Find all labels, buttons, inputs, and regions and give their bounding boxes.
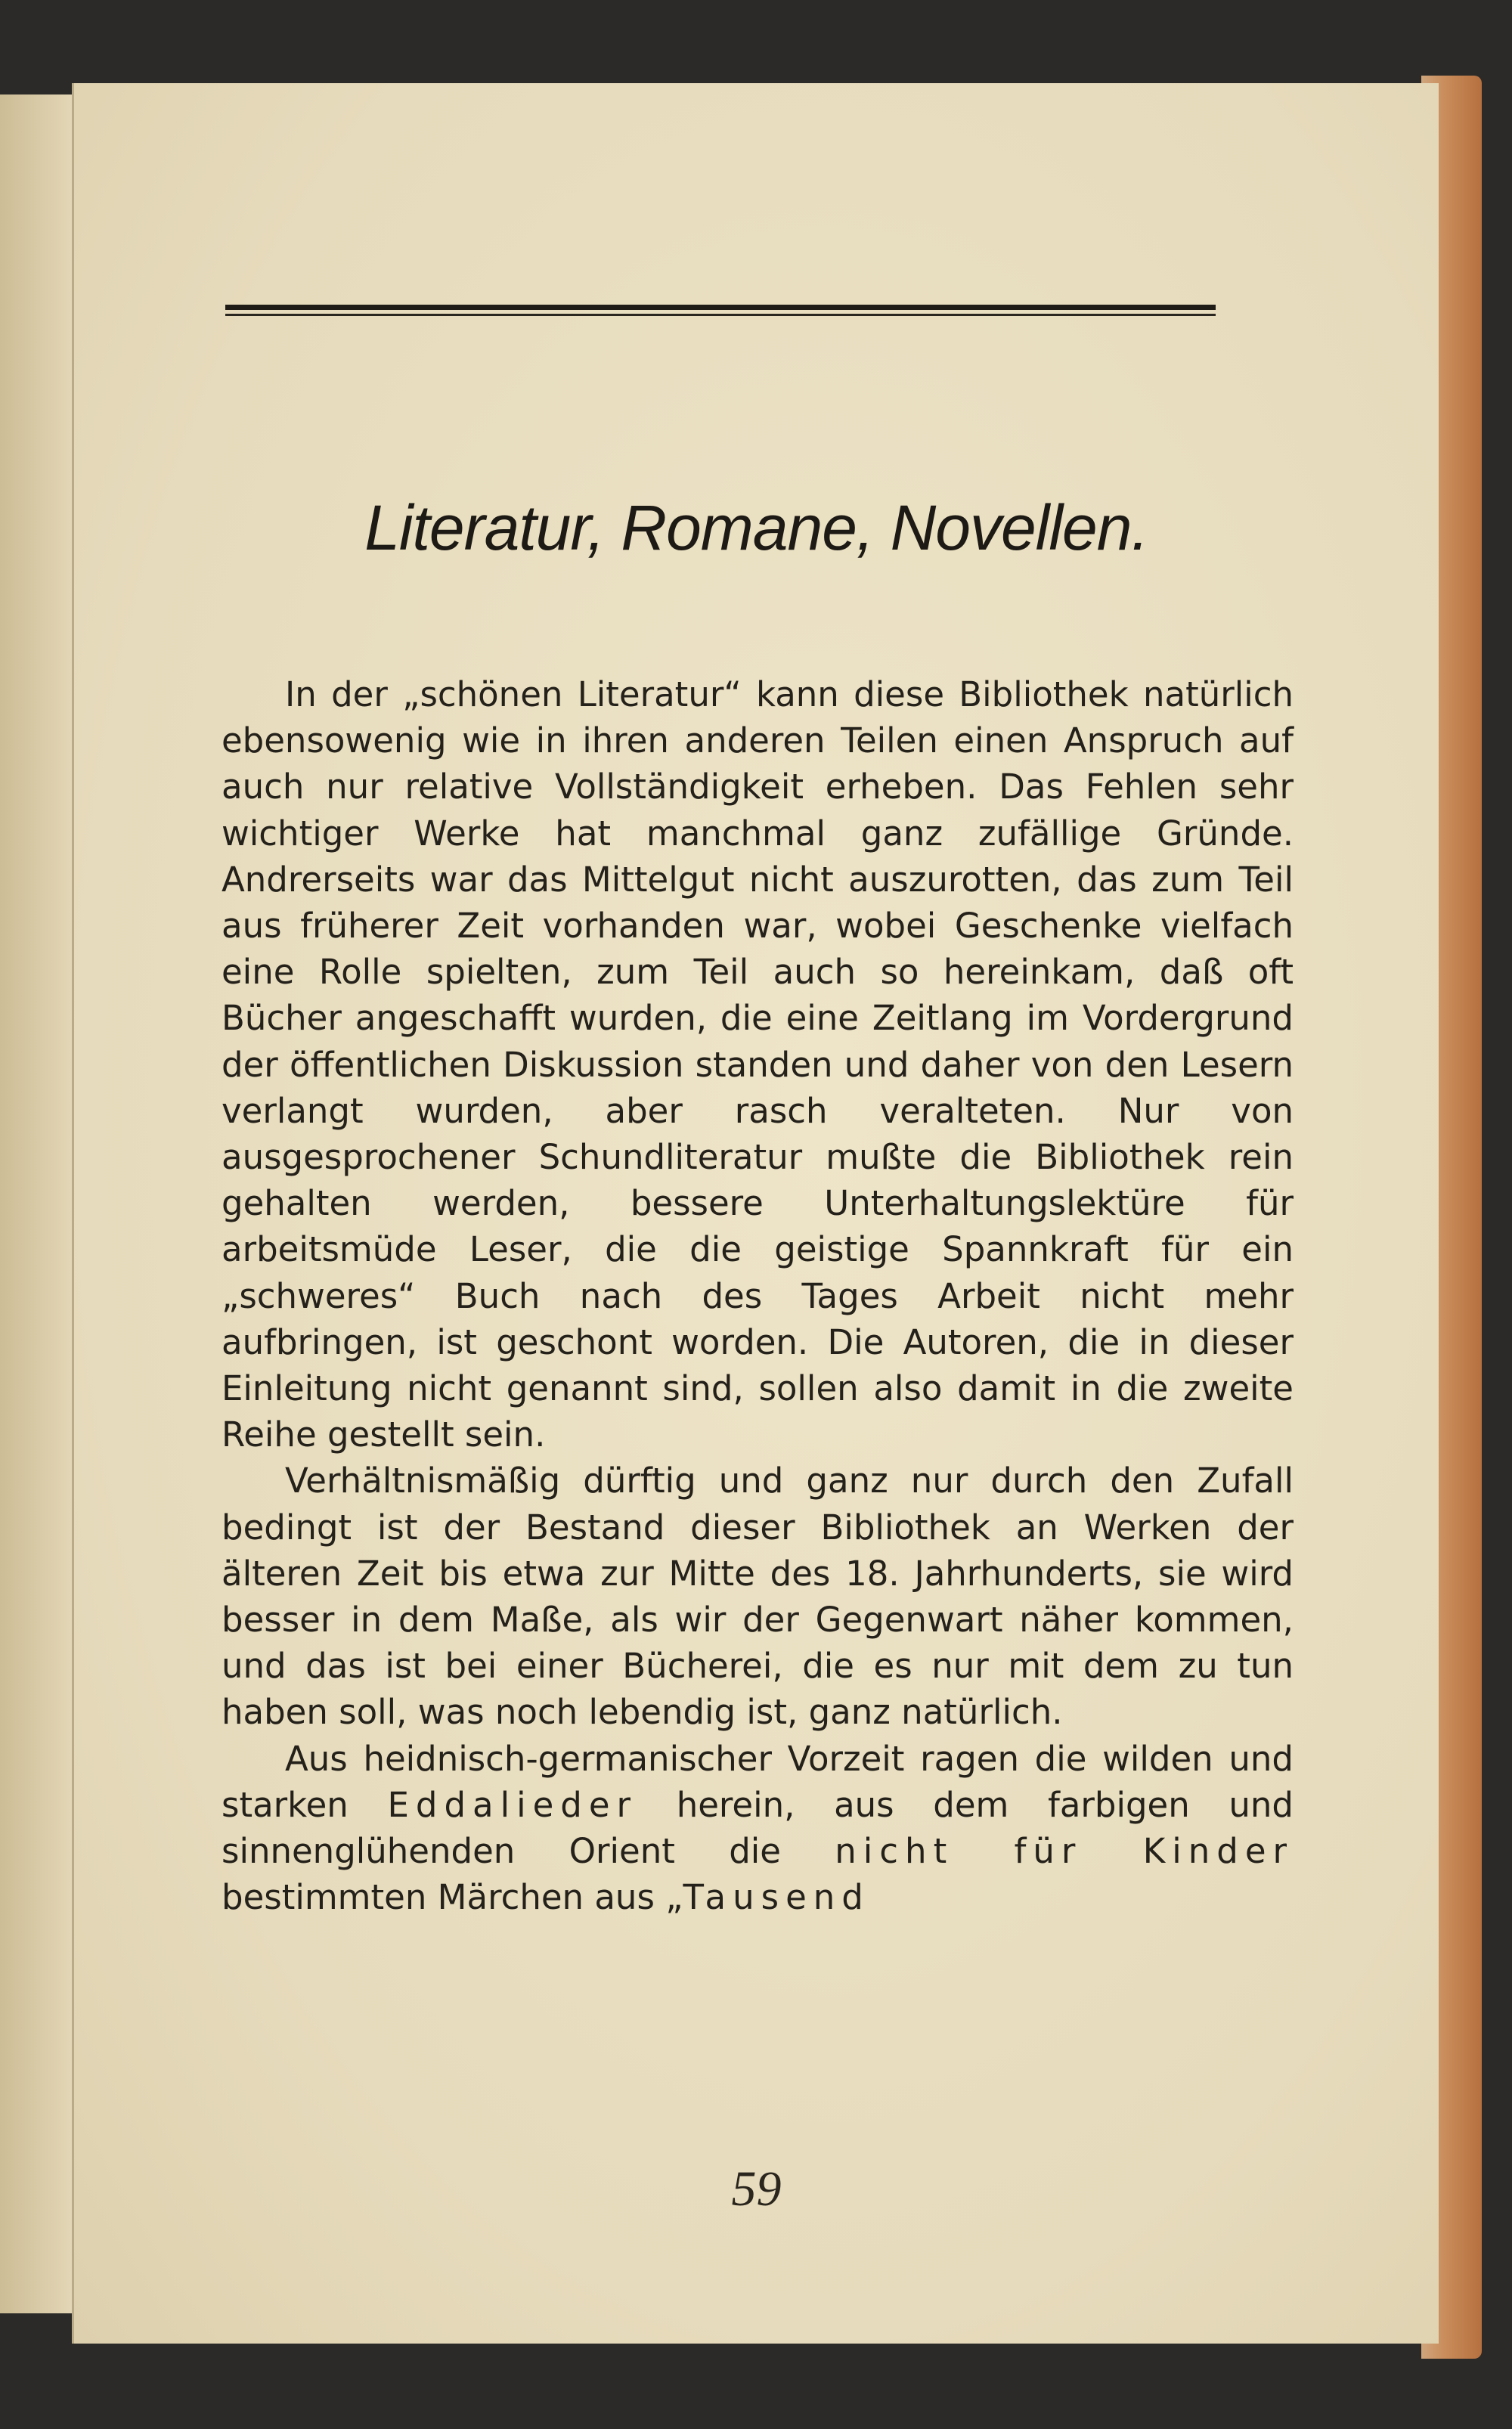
header-rule-thin: [225, 314, 1216, 316]
paragraph: In der „schönen Literatur“ kann diese Bibliothek natürlich ebensowenig wie in ihren anderen Teilen einen Anspruch auf auch nur relative Vollständigkeit erheben. Das Fehlen sehr wichtiger Werke hat manchmal ganz zufällige Gründe. Andrerseits war das Mittelgut nicht auszurotten, das zum Teil aus früherer Zeit vorhanden war, wobei Geschenke vielfach eine Rolle spielten, zum Teil auch so hereinkam, daß oft Bücher angeschafft wurden, die eine Zeitlang im Vordergrund der öffentlichen Diskussion standen und daher von den Lesern verlangt wurden, aber rasch veralteten. Nur von ausgesprochener Schundliteratur mußte die Bibliothek rein gehalten werden, bessere Unterhaltungslektüre für arbeitsmüde Leser, die die geistige Spannkraft für ein „schweres“ Buch nach des Tages Arbeit nicht mehr aufbringen, ist geschont worden. Die Autoren, die in dieser Einleitung nicht genannt sind, sollen also damit in die zweite Reihe gestellt sein.: [222, 674, 1294, 1455]
spaced-emphasis: nicht für Kinder: [835, 1831, 1294, 1872]
text-run: Aus heidnisch-germanischer Vorzeit ragen die wilden und starken: [222, 1738, 1294, 1825]
body-text: [222, 671, 1294, 1920]
text-run: herein, aus dem farbigen und sinnenglühenden Orient die: [222, 1784, 1294, 1872]
spaced-emphasis: Tausend: [683, 1877, 870, 1918]
text-run: bestimmten Märchen aus „: [222, 1877, 683, 1918]
paragraph: Verhältnismäßig dürftig und ganz nur durch den Zufall bedingt ist der Bestand dieser Bibliothek an Werken der älteren Zeit bis etwa zur Mitte des 18. Jahrhunderts, sie wird besser in dem Maße, als wir der Gegenwart näher kommen, und das ist bei einer Bücherei, die es nur mit dem zu tun haben soll, was noch lebendig ist, ganz natürlich.: [222, 1461, 1294, 1733]
header-rule: [225, 305, 1216, 310]
page-number: 59: [731, 2161, 782, 2217]
paragraph: [222, 1736, 1294, 1921]
section-heading: Literatur, Romane, Novellen.: [364, 492, 1148, 563]
page-sheet: [72, 83, 1439, 2344]
previous-page-edge: [0, 94, 76, 2313]
spaced-emphasis: Eddalieder: [387, 1784, 638, 1825]
